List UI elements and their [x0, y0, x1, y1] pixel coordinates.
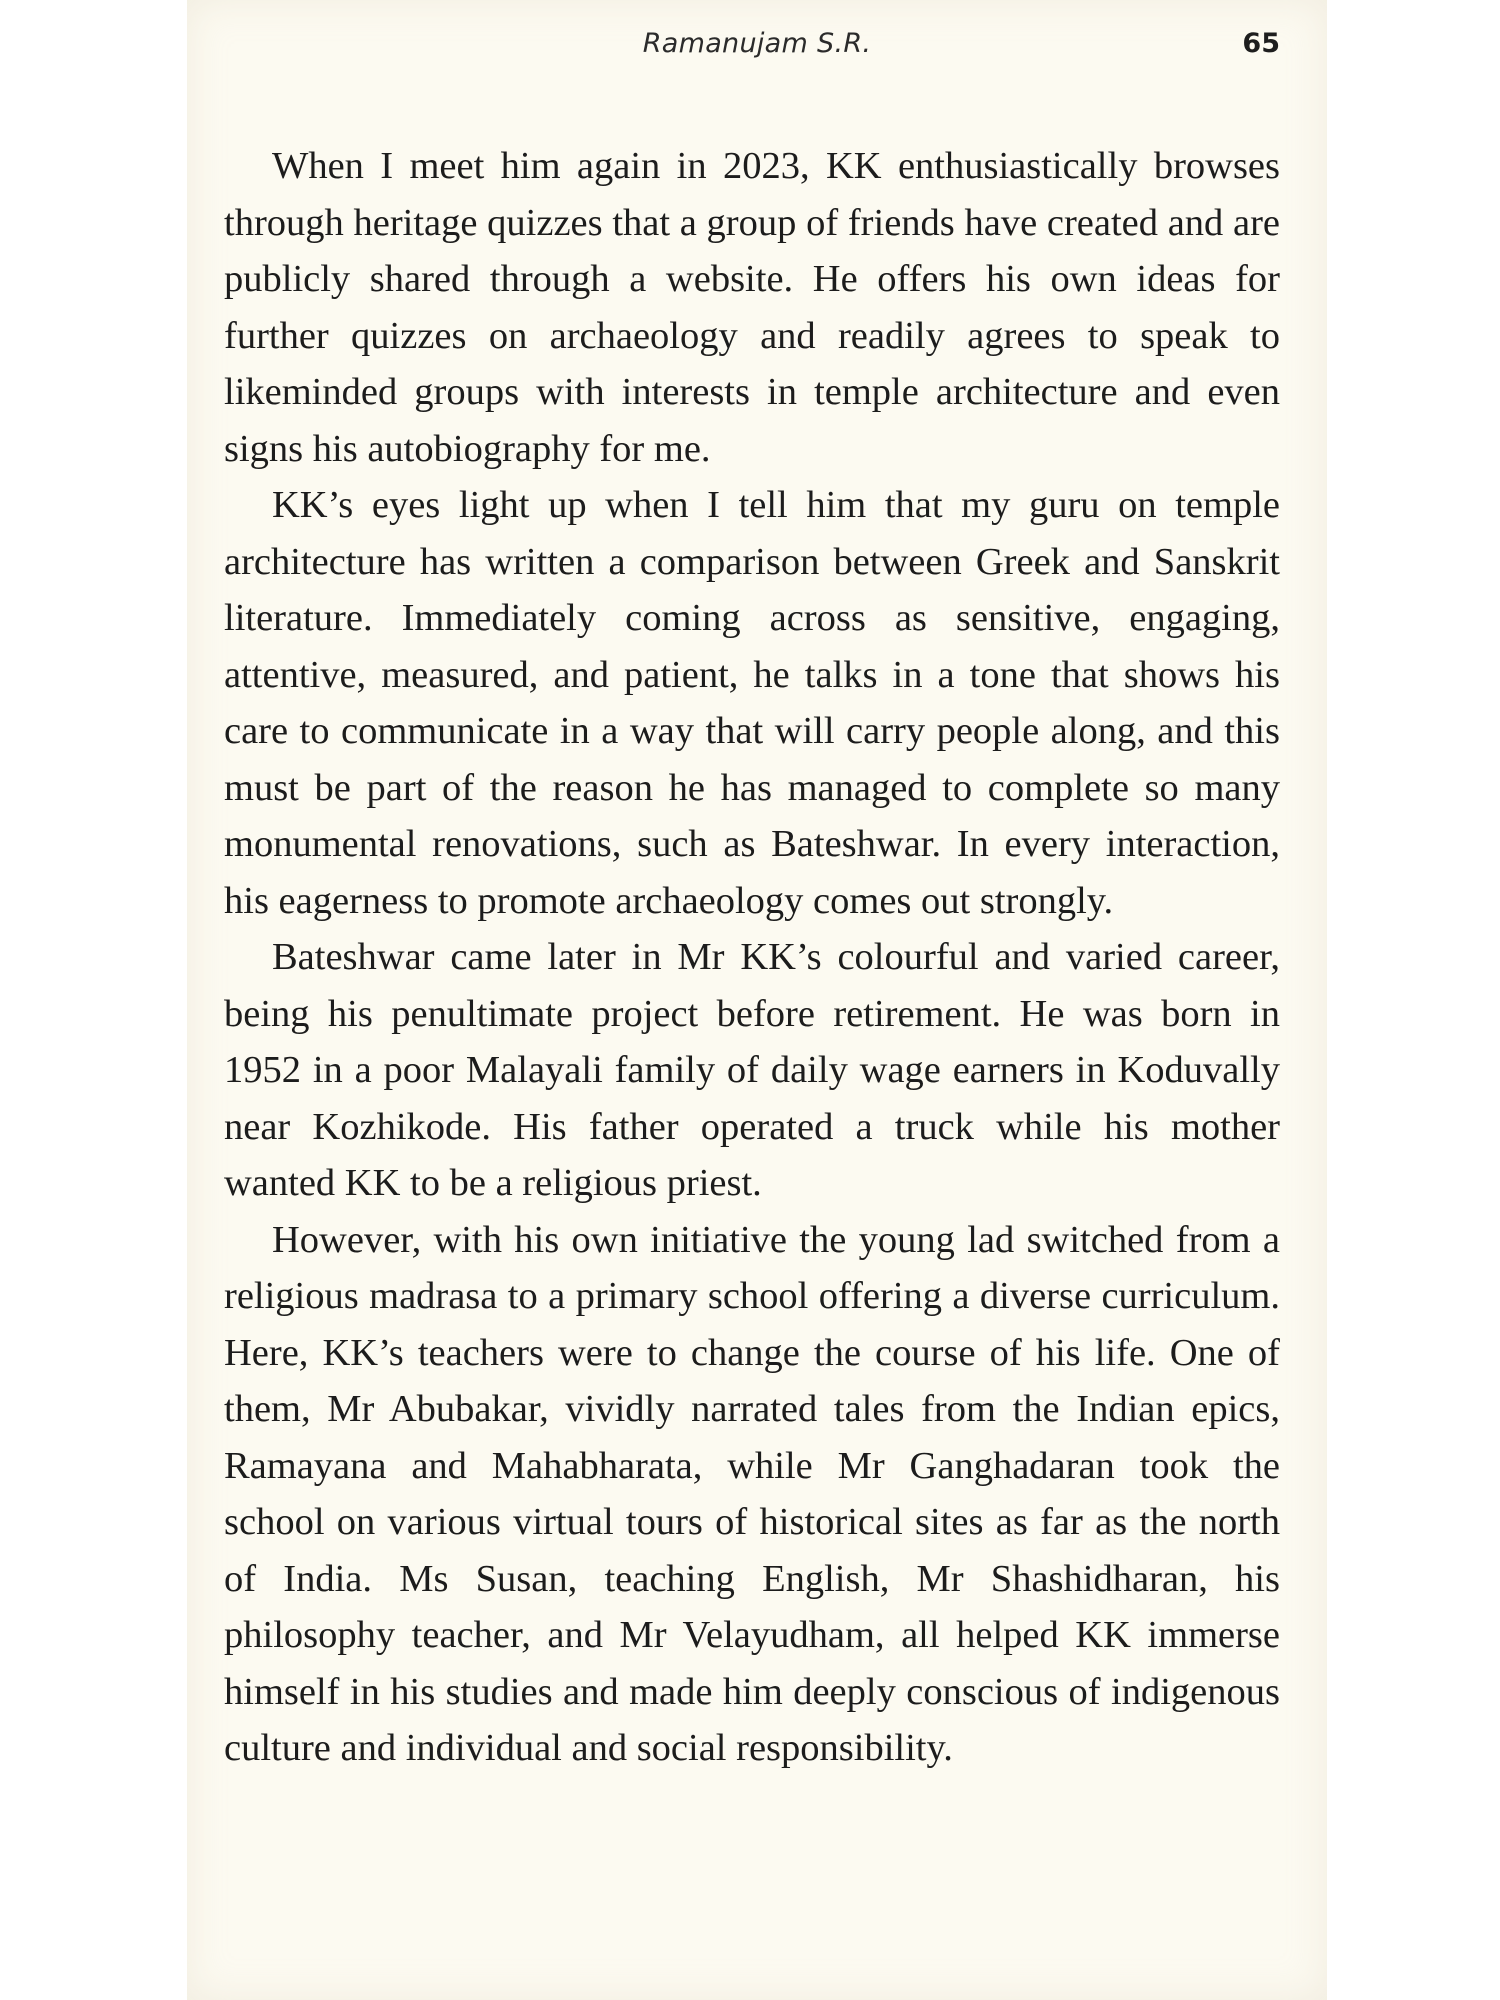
paragraph: KK’s eyes light up when I tell him that my guru on temple architecture has written a comparison between Greek and Sanskrit literature. Immediately coming across as sensitive, engaging, attentive, measured, and patient, he talks in a tone that shows his care to communicate in a way that will carry people along, and this must be part of the reason he has managed to complete so many monumental renovations, such as Bateshwar. In every interaction, his eagerness to promote archaeology comes out strongly.: [224, 484, 1280, 922]
running-head-author: Ramanujam S.R.: [642, 28, 872, 59]
page-number: 65: [1242, 28, 1280, 59]
running-head: [187, 28, 1327, 68]
book-page: [187, 0, 1327, 2000]
paragraph: However, with his own initiative the young lad switched from a religious madrasa to a primary school offering a diverse curriculum. Here, KK’s teachers were to change the course of his life. One of them, Mr Abubakar, vividly narrated tales from the Indian epics, Ramayana and Mahabharata, while Mr Ganghadaran took the school on various virtual tours of historical sites as far as the north of India. Ms Susan, teaching English, Mr Shashidharan, his philosophy teacher, and Mr Velayudham, all helped KK immerse himself in his studies and made him deeply conscious of indigenous culture and individual and social responsibility.: [224, 1218, 1280, 1769]
body-text: [224, 138, 1280, 1777]
paragraph: When I meet him again in 2023, KK enthusiastically browses through heritage quizzes that a group of friends have created and are publicly shared through a website. He offers his own ideas for further quizzes on archaeology and readily agrees to speak to likeminded groups with interests in temple architecture and even signs his autobiography for me.: [224, 145, 1280, 470]
paragraph: Bateshwar came later in Mr KK’s colourful and varied career, being his penultimate project before retirement. He was born in 1952 in a poor Malayali family of daily wage earners in Koduvally near Kozhikode. His father operated a truck while his mother wanted KK to be a religious priest.: [224, 936, 1280, 1204]
